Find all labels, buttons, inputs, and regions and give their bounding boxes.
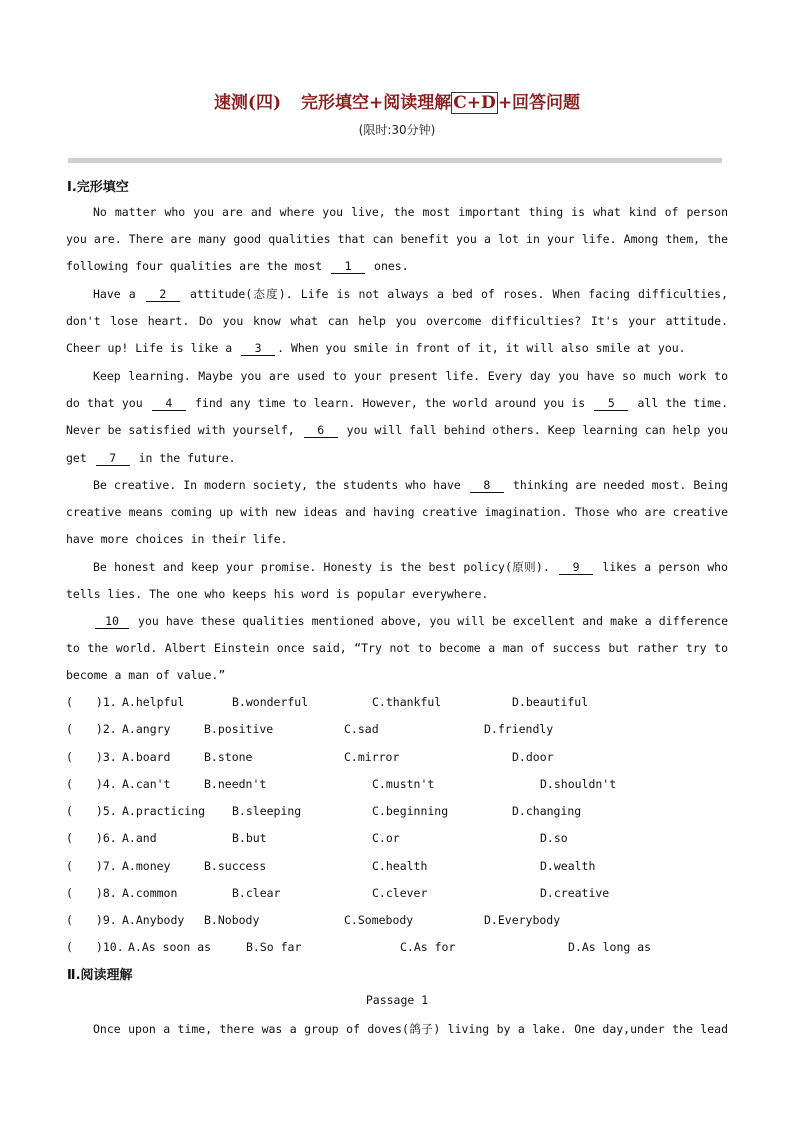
option-b[interactable]: B.stone	[204, 750, 253, 764]
option-d[interactable]: D.changing	[512, 804, 582, 818]
question-number: ( )4.	[66, 777, 117, 791]
paragraph-3	[66, 363, 728, 472]
question-number: ( )9.	[66, 913, 117, 927]
blank-5[interactable]: 5	[594, 396, 628, 411]
blank-10[interactable]: 10	[95, 614, 129, 629]
option-row	[66, 798, 728, 825]
section-heading-reading: Ⅱ.阅读理解	[67, 968, 133, 983]
option-a[interactable]: A.helpful	[122, 695, 185, 709]
option-c[interactable]: C.sad	[344, 722, 379, 736]
blank-1[interactable]: 1	[331, 259, 365, 274]
section-heading-cloze: Ⅰ.完形填空	[67, 180, 129, 195]
option-b[interactable]: B.clear	[232, 886, 281, 900]
question-number: ( )1.	[66, 695, 117, 709]
option-d[interactable]: D.shouldn't	[540, 777, 617, 791]
question-number: ( )6.	[66, 831, 117, 845]
option-row	[66, 771, 728, 798]
option-row	[66, 825, 728, 852]
option-c[interactable]: C.mirror	[344, 750, 400, 764]
blank-2[interactable]: 2	[146, 287, 180, 302]
paragraph-4	[66, 472, 728, 554]
option-b[interactable]: B.but	[232, 831, 267, 845]
option-c[interactable]: C.mustn't	[372, 777, 435, 791]
blank-8[interactable]: 8	[470, 478, 504, 493]
para-text: No matter who you are and where you live, the most important thing is what kind of person you are. There are many good qualities that can benefit you a lot in your life. Among them, the following four qualities are the most	[66, 205, 728, 274]
option-row	[66, 853, 728, 880]
para-text: find any time to learn. However, the world around you is	[187, 396, 593, 411]
option-d[interactable]: D.wealth	[540, 859, 596, 873]
option-c[interactable]: C.thankful	[372, 695, 442, 709]
page-title	[0, 88, 794, 113]
para-text: in the future.	[131, 450, 236, 465]
option-b[interactable]: B.positive	[204, 722, 274, 736]
option-d[interactable]: D.creative	[540, 886, 610, 900]
option-b[interactable]: B.needn't	[204, 777, 267, 791]
divider	[68, 158, 722, 163]
paragraph-5	[66, 554, 728, 608]
option-row	[66, 744, 728, 771]
blank-7[interactable]: 7	[96, 451, 130, 466]
para-text: . When you smile in front of it, it will also smile at you.	[277, 341, 686, 356]
option-d[interactable]: D.friendly	[484, 722, 554, 736]
para-text: Be creative. In modern society, the students who have	[93, 478, 468, 492]
para-text: Be honest and keep your promise. Honesty is the best policy(原则).	[93, 560, 558, 574]
option-b[interactable]: B.sleeping	[232, 804, 302, 818]
option-a[interactable]: A.and	[122, 831, 157, 845]
paragraph-6	[66, 608, 728, 690]
option-b[interactable]: B.So far	[246, 940, 302, 954]
passage-title: Passage 1	[365, 993, 429, 1007]
title-boxed: C+D	[453, 93, 496, 113]
blank-4[interactable]: 4	[152, 396, 186, 411]
option-a[interactable]: A.can't	[122, 777, 171, 791]
option-row	[66, 880, 728, 907]
para-text: you will fall behind others. Keep learning can help you get	[66, 423, 728, 465]
option-d[interactable]: D.so	[540, 831, 568, 845]
question-number: ( )5.	[66, 804, 117, 818]
option-c[interactable]: C.or	[372, 831, 400, 845]
blank-9[interactable]: 9	[559, 560, 593, 575]
option-a[interactable]: A.money	[122, 859, 171, 873]
question-number: ( )3.	[66, 750, 117, 764]
title-main: 速测(四)	[213, 93, 282, 113]
para-text: you have these qualities mentioned above, you will be excellent and make a difference to the world. Albert Einstein once said, “Try not to become a man of success but rather try to become a man of value.”	[66, 614, 728, 683]
para-text: thinking are needed most. Being creative means coming up with new ideas and having creative imagination. Those who are creative have more choices in their life.	[66, 478, 729, 547]
option-a[interactable]: A.board	[122, 750, 171, 764]
question-number: ( )8.	[66, 886, 117, 900]
time-limit: (限时:30分钟)	[358, 123, 436, 137]
option-a[interactable]: A.common	[122, 886, 178, 900]
option-c[interactable]: C.health	[372, 859, 428, 873]
question-number: ( )7.	[66, 859, 117, 873]
option-b[interactable]: B.Nobody	[204, 913, 260, 927]
paragraph-2	[66, 281, 728, 363]
option-row	[66, 907, 728, 934]
para-text: attitude(态度). Life is not always a bed of roses. When facing difficulties, don't lose heart. Do you know what can help you overcome difficulties? It's your attitude. Cheer up! Life is like a	[66, 287, 729, 356]
option-c[interactable]: C.Somebody	[344, 913, 414, 927]
option-row	[66, 934, 728, 961]
option-b[interactable]: B.success	[204, 859, 267, 873]
blank-6[interactable]: 6	[304, 423, 338, 438]
option-a[interactable]: A.Anybody	[122, 913, 185, 927]
question-number: ( )2.	[66, 722, 117, 736]
option-row	[66, 689, 728, 716]
option-c[interactable]: C.clever	[372, 886, 428, 900]
option-d[interactable]: D.As long as	[568, 940, 652, 954]
blank-3[interactable]: 3	[241, 341, 275, 356]
title-part2: +回答问题	[497, 93, 581, 113]
option-a[interactable]: A.practicing	[122, 804, 206, 818]
option-a[interactable]: A.angry	[122, 722, 171, 736]
option-row	[66, 716, 728, 743]
option-b[interactable]: B.wonderful	[232, 695, 309, 709]
question-number: ( )10.	[66, 940, 124, 954]
paragraph-1	[66, 199, 728, 281]
para-text: Have a	[93, 287, 144, 301]
para-text: ones.	[367, 259, 409, 274]
para-text: likes a person who tells lies. The one who keeps his word is popular everywhere.	[66, 560, 728, 602]
para-text: Keep learning. Maybe you are used to your present life. Every day you have so much work to do that you	[66, 369, 728, 411]
option-d[interactable]: D.beautiful	[512, 695, 589, 709]
option-d[interactable]: D.Everybody	[484, 913, 561, 927]
para-text: Once upon a time, there was a group of doves(鸽子) living by a lake. One day,under the lead	[93, 1022, 728, 1036]
para-text: all the time. Never be satisfied with yourself,	[66, 396, 728, 438]
option-a[interactable]: A.As soon as	[128, 940, 212, 954]
passage-paragraph	[66, 1016, 728, 1043]
option-c[interactable]: C.beginning	[372, 804, 449, 818]
title-part1: 完形填空+阅读理解	[301, 93, 452, 113]
option-c[interactable]: C.As for	[400, 940, 456, 954]
option-d[interactable]: D.door	[512, 750, 554, 764]
